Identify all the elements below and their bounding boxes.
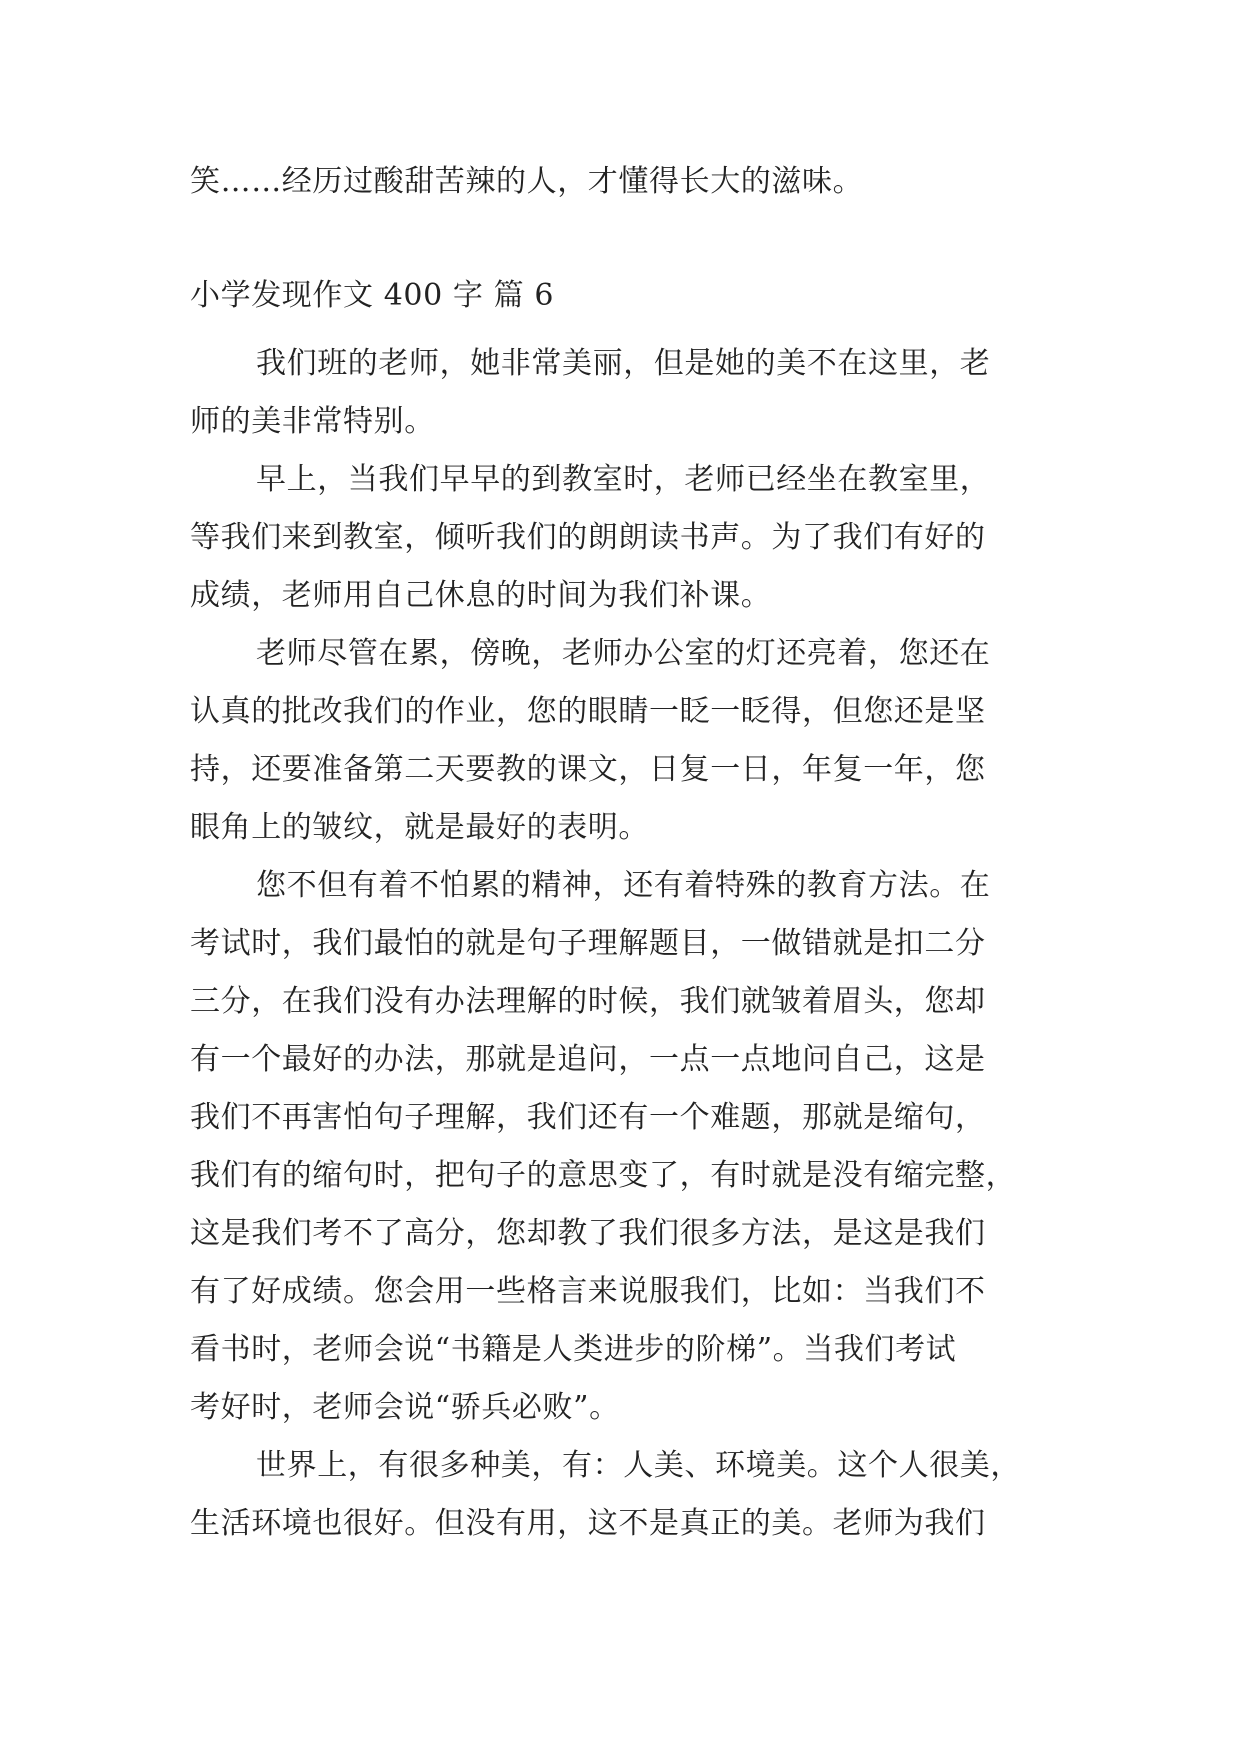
text-line: 我们班的老师，她非常美丽，但是她的美不在这里，老 bbox=[256, 346, 991, 381]
text-line: 有一个最好的办法，那就是追问，一点一点地问自己，这是 bbox=[190, 1042, 986, 1077]
text-line: 早上，当我们早早的到教室时，老师已经坐在教室里， bbox=[256, 462, 991, 497]
text-line: 有了好成绩。您会用一些格言来说服我们，比如：当我们不 bbox=[190, 1274, 986, 1309]
text-line: 您不但有着不怕累的精神，还有着特殊的教育方法。在 bbox=[256, 868, 991, 903]
text-line: 我们不再害怕句子理解，我们还有一个难题，那就是缩句， bbox=[190, 1100, 986, 1135]
text-line: 考试时，我们最怕的就是句子理解题目，一做错就是扣二分 bbox=[190, 926, 986, 961]
text-line: 认真的批改我们的作业，您的眼睛一眨一眨得，但您还是坚 bbox=[190, 694, 986, 729]
text-line: 持，还要准备第二天要教的课文，日复一日，年复一年，您 bbox=[190, 752, 986, 787]
text-line: 世界上，有很多种美，有：人美、环境美。这个人很美， bbox=[256, 1448, 1021, 1483]
text-line: 考好时，老师会说“骄兵必败”。 bbox=[190, 1390, 620, 1425]
section-heading: 小学发现作文 400 字 篇 6 bbox=[190, 278, 555, 313]
text-line: 三分，在我们没有办法理解的时候，我们就皱着眉头，您却 bbox=[190, 984, 986, 1019]
text-line: 师的美非常特别。 bbox=[190, 404, 435, 439]
text-line: 眼角上的皱纹，就是最好的表明。 bbox=[190, 810, 649, 845]
text-line: 这是我们考不了高分，您却教了我们很多方法，是这是我们 bbox=[190, 1216, 986, 1251]
text-line: 笑……经历过酸甜苦辣的人，才懂得长大的滋味。 bbox=[190, 164, 864, 199]
text-line: 成绩，老师用自己休息的时间为我们补课。 bbox=[190, 578, 772, 613]
text-line: 看书时，老师会说“书籍是人类进步的阶梯”。当我们考试 bbox=[190, 1332, 957, 1367]
text-line: 老师尽管在累，傍晚，老师办公室的灯还亮着，您还在 bbox=[256, 636, 991, 671]
text-line: 生活环境也很好。但没有用，这不是真正的美。老师为我们 bbox=[190, 1506, 986, 1541]
text-line: 等我们来到教室，倾听我们的朗朗读书声。为了我们有好的 bbox=[190, 520, 986, 555]
text-line: 我们有的缩句时，把句子的意思变了，有时就是没有缩完整， bbox=[190, 1158, 1017, 1193]
